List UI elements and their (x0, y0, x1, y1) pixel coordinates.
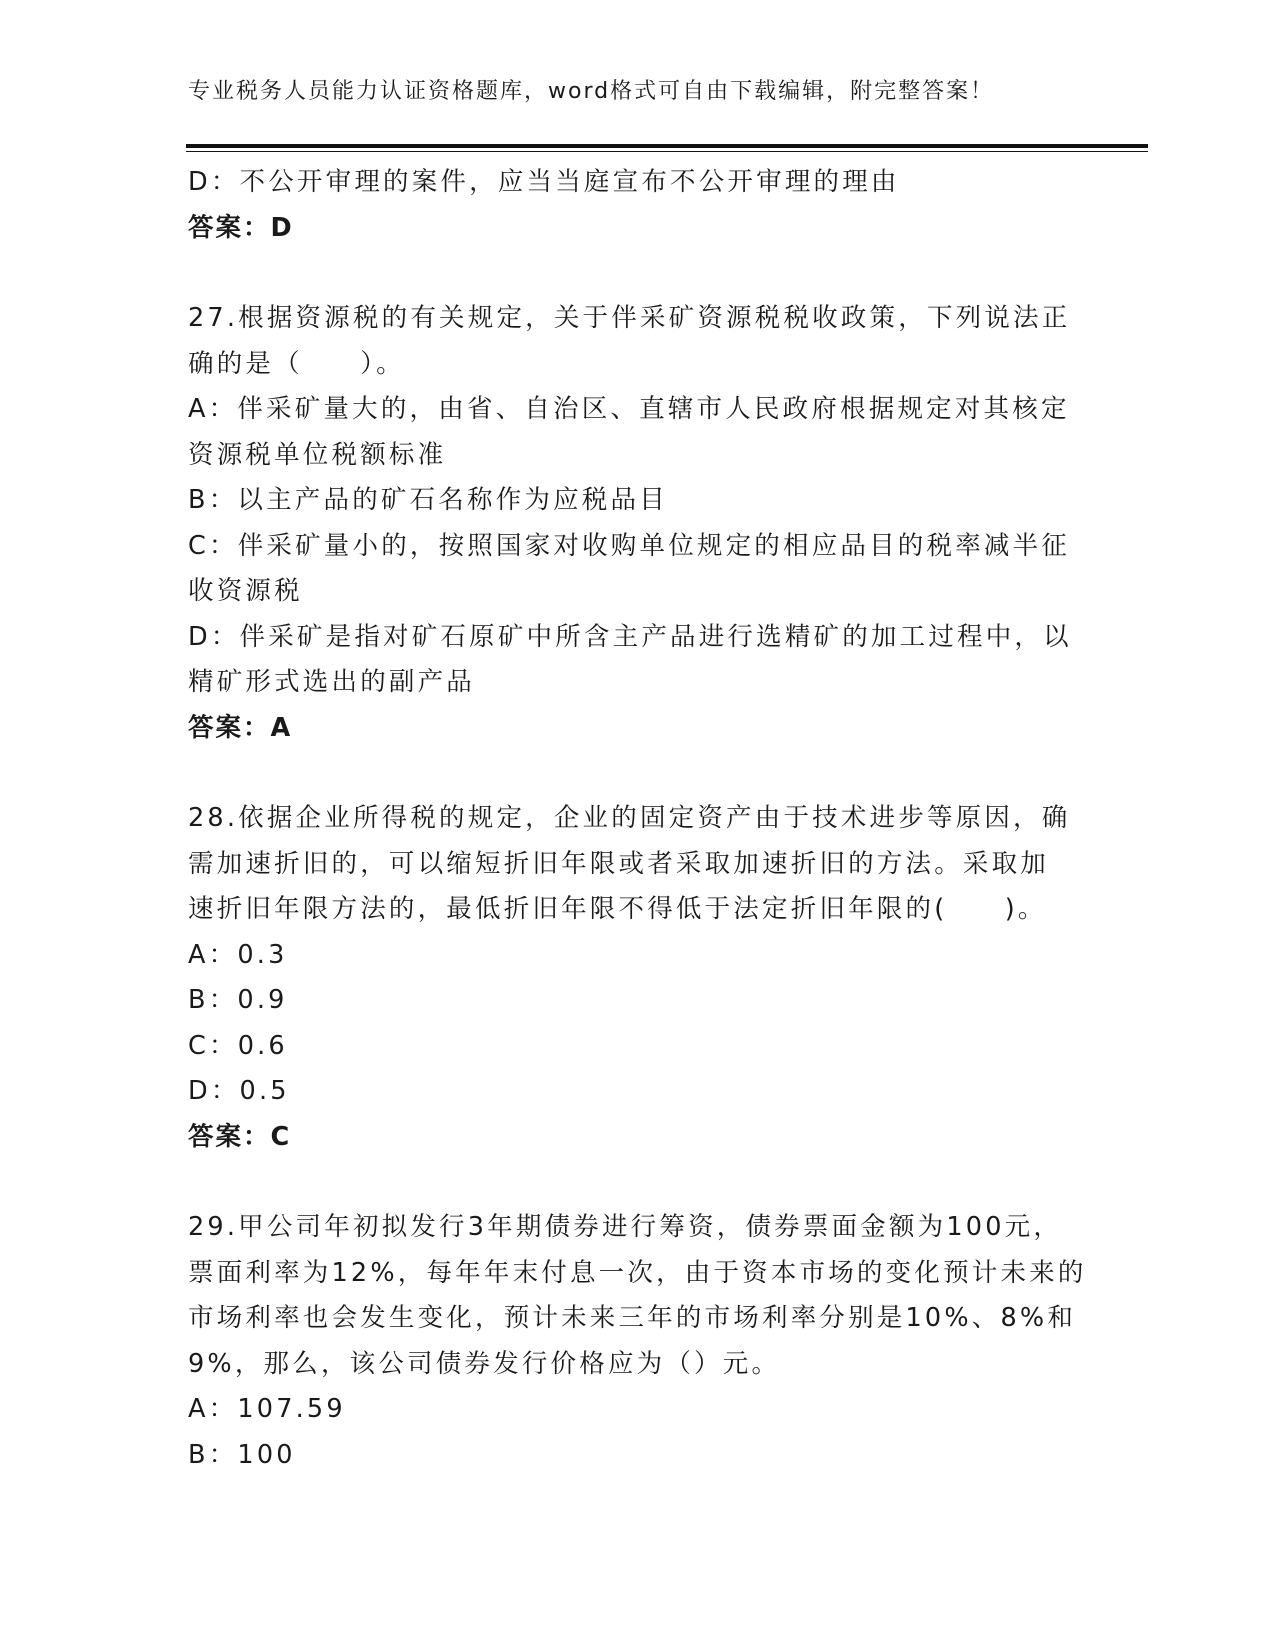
question-29-line: 9%，那么，该公司债券发行价格应为（）元。 (188, 1348, 781, 1379)
option-a-line: A：107.59 (188, 1394, 346, 1424)
option-c-line: C：0.6 (188, 1030, 288, 1061)
question-28-line: 28.依据企业所得税的规定，企业的固定资产由于技术进步等原因，确 (188, 803, 1071, 833)
option-b-line: B：以主产品的矿石名称作为应税品目 (188, 485, 668, 515)
option-b-line: B：100 (188, 1439, 296, 1470)
header-rule-thin (186, 151, 1148, 152)
option-d-line: D：不公开审理的案件，应当当庭宣布不公开审理的理由 (188, 167, 900, 197)
question-27-line: 27.根据资源税的有关规定，关于伴采矿资源税税收政策，下列说法正 (188, 303, 1071, 333)
option-a-line: 资源税单位税额标准 (188, 439, 447, 470)
answer-line: 答案：C (188, 1121, 292, 1152)
question-29-line: 市场利率也会发生变化，预计未来三年的市场利率分别是10%、8%和 (188, 1303, 1077, 1333)
option-d-line: 精矿形式选出的副产品 (188, 667, 476, 697)
option-b-line: B：0.9 (188, 985, 288, 1015)
question-29-line: 29.甲公司年初拟发行3年期债券进行筹资，债券票面金额为100元， (188, 1212, 1063, 1242)
option-c-line: C：伴采矿量小的，按照国家对收购单位规定的相应品目的税率减半征 (188, 530, 1071, 561)
header-rule-thick (186, 144, 1148, 148)
question-28-line: 需加速折旧的，可以缩短折旧年限或者采取加速折旧的方法。采取加 (188, 848, 1050, 879)
option-a-line: A：伴采矿量大的，由省、自治区、直辖市人民政府根据规定对其核定 (188, 394, 1070, 424)
option-c-line: 收资源税 (188, 576, 303, 606)
question-28-line: 速折旧年限方法的，最低折旧年限不得低于法定折旧年限的( )。 (188, 894, 1047, 924)
question-content (188, 160, 1088, 1478)
answer-line: 答案：A (188, 712, 293, 743)
option-d-line: D：0.5 (188, 1076, 290, 1106)
option-a-line: A：0.3 (188, 939, 288, 970)
answer-line: 答案：D (188, 212, 294, 243)
question-27-line: 确的是（ ）。 (188, 348, 405, 379)
option-d-line: D：伴采矿是指对矿石原矿中所含主产品进行选精矿的加工过程中，以 (188, 621, 1072, 652)
page-header: 专业税务人员能力认证资格题库，word格式可自由下载编辑，附完整答案！ (188, 79, 995, 104)
question-29-line: 票面利率为12%，每年年末付息一次，由于资本市场的变化预计未来的 (188, 1257, 1087, 1288)
